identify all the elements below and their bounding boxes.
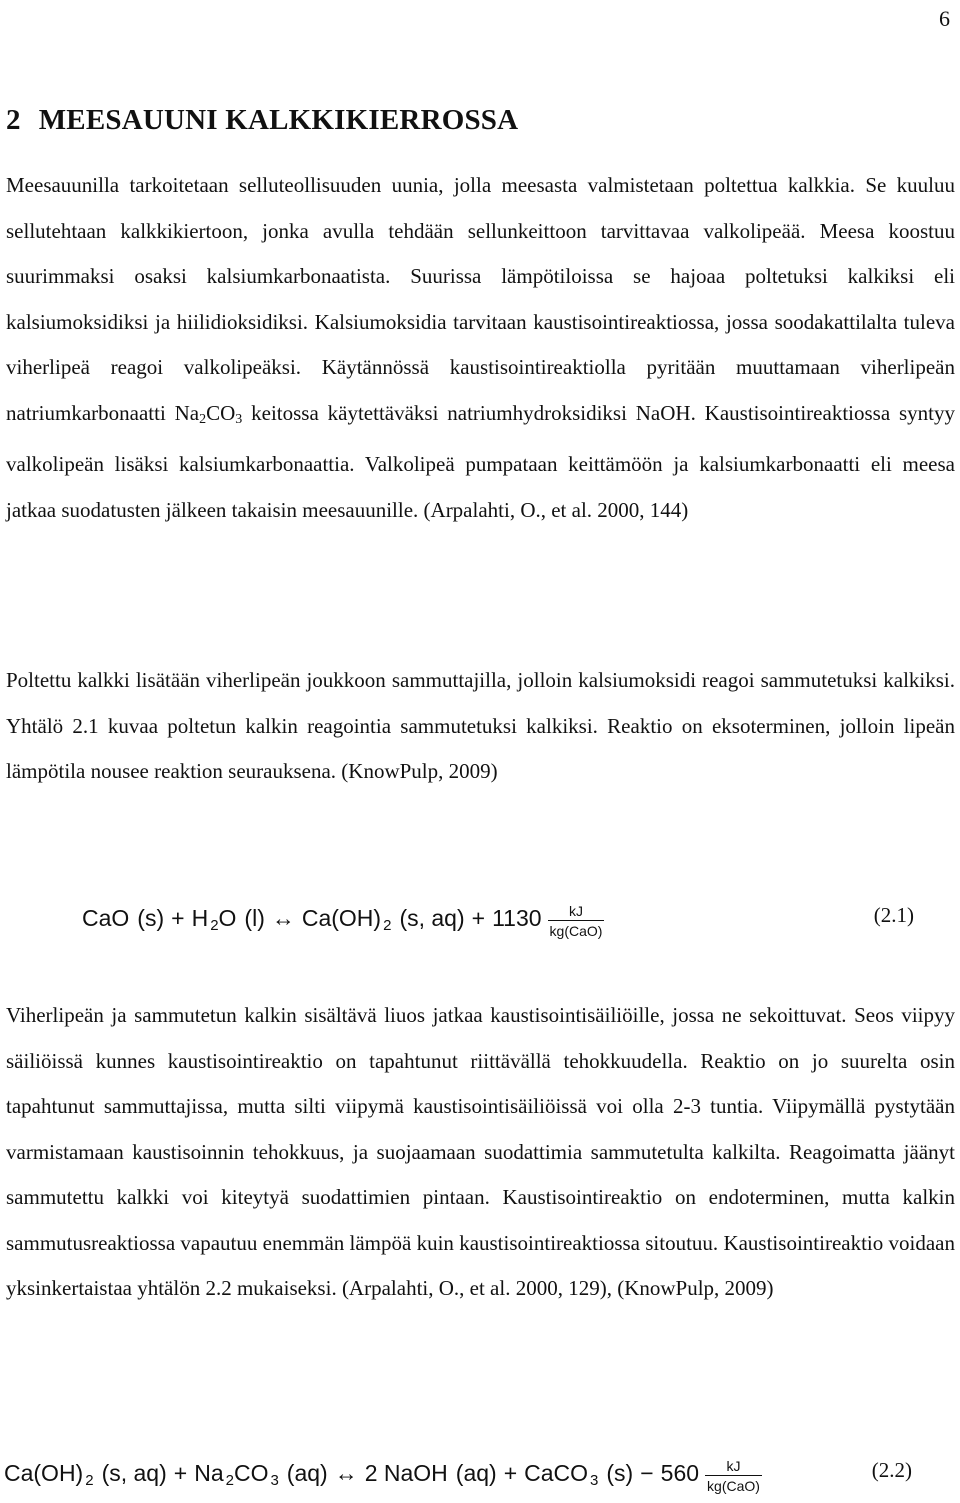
equation-2-1 xyxy=(0,888,960,948)
eq2-plus-2: + xyxy=(503,1460,518,1486)
eq2-unit-numerator: kJ xyxy=(726,1458,741,1474)
eq1-state-l: (l) xyxy=(244,905,265,931)
eq1-reactant-cao: CaO xyxy=(82,905,130,931)
eq2-state-aq: (aq) xyxy=(286,1460,328,1486)
equation-2-1-body xyxy=(82,900,604,937)
subscript-2: 2 xyxy=(199,411,207,427)
eq1-reactant-o: O xyxy=(218,905,237,931)
eq1-sub-2b: 2 xyxy=(383,917,392,934)
eq1-plus: + xyxy=(171,905,185,931)
equation-2-2 xyxy=(0,1443,960,1503)
eq1-state-saq: (s, aq) xyxy=(399,905,465,931)
eq2-reactant-co: CO xyxy=(233,1460,269,1486)
equation-2-2-body xyxy=(4,1455,762,1492)
eq2-state-saq: (s, aq) xyxy=(101,1460,167,1486)
eq2-state-aq-2: (aq) xyxy=(455,1460,497,1486)
eq2-arrow: ↔ xyxy=(334,1460,358,1486)
eq2-unit-fraction xyxy=(705,1458,762,1495)
eq2-sub-3: 3 xyxy=(270,1472,279,1489)
eq2-energy: 560 xyxy=(660,1460,700,1486)
paragraph-slaking: Poltettu kalkki lisätään viherlipeän joukkoon sammuttajilla, jolloin kalsiumoksidi reagoi sammutetuksi kalkiksi. Yhtälö 2.1 kuvaa poltetun kalkin reagointia sammutetuksi kalkiksi. Reaktio on eksoterminen, jolloin lipeän lämpötila nousee reaktion seurauksena. (KnowPulp, 2009) xyxy=(6,668,955,783)
eq2-product-naoh: 2 NaOH xyxy=(364,1460,448,1486)
eq2-unit-denominator: kg(CaO) xyxy=(705,1475,762,1495)
eq1-unit-denominator: kg(CaO) xyxy=(548,920,605,940)
eq1-unit-fraction xyxy=(548,903,605,940)
eq2-state-s: (s) xyxy=(606,1460,634,1486)
eq2-sub-3b: 3 xyxy=(590,1472,599,1489)
eq1-energy: 1130 xyxy=(492,905,542,931)
eq2-minus: − xyxy=(640,1460,654,1486)
paragraph-1-text-a: Meesauunilla tarkoitetaan selluteollisuuden uunia, jolla meesasta valmistetaan poltettua kalkkia. Se kuuluu sellutehtaan kalkkikiertoon, jonka avulla tehdään sellunkeittoon tarvittavaa valkolipeää. Meesa koostuu suurimmaksi osaksi kalsiumkarbonaatista. Suurissa lämpötiloissa se hajoaa poltetuksi kalkiksi eli kalsiumoksidiksi ja hiilidioksidiksi. Kalsiumoksidia tarvitaan kaustisointireaktiossa, jossa soodakattilalta tuleva viherlipeä reagoi valkolipeäksi. Käytännössä kaustisointireaktiolla pyritään muuttamaan viherlipeän natriumkarbonaatti Na xyxy=(6,173,955,425)
eq1-sub-2: 2 xyxy=(210,917,219,934)
eq2-reactant-caoh: Ca(OH) xyxy=(4,1460,84,1486)
page-number: 6 xyxy=(939,6,950,31)
section-number: 2 xyxy=(6,104,21,136)
eq2-product-caco: CaCO xyxy=(524,1460,589,1486)
eq2-reactant-na: Na xyxy=(194,1460,224,1486)
paragraph-1-text-c: keitossa käytettäväksi natriumhydroksidiksi NaOH. Kaustisointireaktiossa syntyy valkolipeän lisäksi kalsiumkarbonaattia. Valkolipeä pumpataan keittämöön ja kalsiumkarbonaatti eli meesa jatkaa suodatusten jälkeen takaisin meesauunille. (Arpalahti, O., et al. 2000, 144) xyxy=(6,400,956,522)
paragraph-1-text-b: CO xyxy=(206,400,236,425)
eq1-unit-numerator: kJ xyxy=(568,903,583,919)
section-heading xyxy=(6,104,518,137)
subscript-3: 3 xyxy=(235,411,243,427)
paragraph-lime-cycle xyxy=(6,163,955,533)
eq1-state-s: (s) xyxy=(137,905,165,931)
eq1-arrow: ↔ xyxy=(271,905,295,931)
eq2-plus: + xyxy=(173,1460,188,1486)
eq1-plus-2: + xyxy=(471,905,486,931)
equation-number-2-2: (2.2) xyxy=(871,1458,912,1482)
paragraph-causticizing: Viherlipeän ja sammutetun kalkin sisältävä liuos jatkaa kaustisointisäiliöille, jossa ne sekoittuvat. Seos viipyy säiliöissä kunnes kaustisointireaktio on tapahtunut riittävällä tehokkuudella. Reaktio on jo suurelta osin tapahtunut sammuttajissa, mutta silti viipymä kaustisointisäiliöissä voi olla 2-3 tuntia. Viipymällä pystytään varmistamaan kaustisoinnin tehokkuus, ja suojaamaan suodattimia sammutetulta kalkilta. Reagoimatta jäänyt sammutettu kalkki voi kiteytyä suodattimien pintaan. Kaustisointireaktio on endoterminen, mutta kalkin sammutusreaktiossa vapautuu enemmän lämpöä kuin kaustisointireaktiossa sitoutuu. Kaustisointireaktio voidaan yksinkertaistaa yhtälön 2.2 mukaiseksi. (Arpalahti, O., et al. 2000, 129), (KnowPulp, 2009) xyxy=(6,1003,955,1300)
equation-number-2-1: (2.1) xyxy=(873,903,914,927)
eq2-sub-2: 2 xyxy=(85,1472,94,1489)
eq1-reactant-h: H xyxy=(191,905,209,931)
eq1-product-caoh: Ca(OH) xyxy=(301,905,382,931)
eq2-sub-2b: 2 xyxy=(225,1472,234,1489)
section-title: MEESAUUNI KALKKIKIERROSSA xyxy=(38,104,519,136)
